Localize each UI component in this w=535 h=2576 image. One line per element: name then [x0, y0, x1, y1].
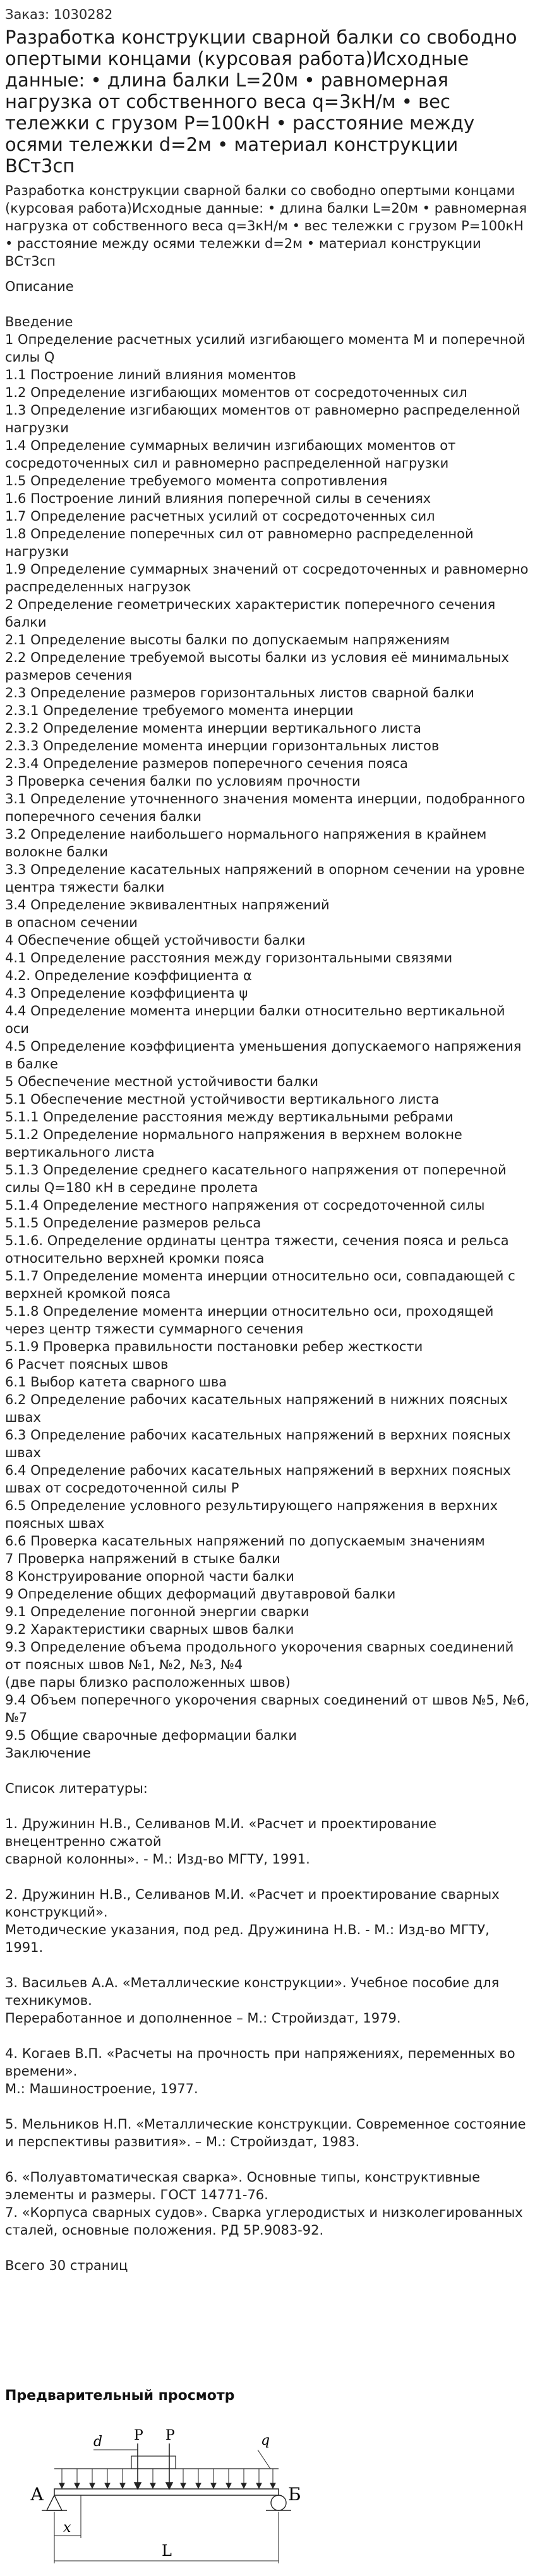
- toc-item: 5.1.4 Определение местного напряжения от сосредоточенной силы: [5, 1198, 485, 1213]
- toc-item: 4.3 Определение коэффициента ψ: [5, 986, 248, 1001]
- q-leader-line: [258, 2450, 270, 2469]
- toc-item: 2.1 Определение высоты балки по допускаемым напряжениям: [5, 632, 450, 647]
- beam-body: [54, 2489, 279, 2495]
- l-label: L: [162, 2542, 172, 2560]
- toc-item: 3.1 Определение уточненного значения момента инерции, подобранного поперечного сечения балки: [5, 791, 530, 824]
- toc-item: 6.1 Выбор катета сварного шва: [5, 1374, 227, 1390]
- toc-item: 4.2. Определение коэффициента α: [5, 968, 252, 983]
- toc-item: Заключение: [5, 1746, 91, 1761]
- spacer: [5, 2274, 530, 2375]
- pin-support-a: [47, 2495, 62, 2510]
- toc-item: 6.4 Определение рабочих касательных напряжений в верхних поясных швах от сосредоточенной силы P: [5, 1463, 515, 1496]
- toc-item: 1.7 Определение расчетных усилий от сосредоточенных сил: [5, 509, 435, 524]
- toc-item: 6.2 Определение рабочих касательных напряжений в нижних поясных швах: [5, 1392, 512, 1425]
- toc-item: 2.3.4 Определение размеров поперечного сечения пояса: [5, 756, 408, 771]
- spacer: [5, 1762, 530, 1780]
- literature-item: 4. Когаев В.П. «Расчеты на прочность при напряжениях, переменных во времени». М.: Машиностроение, 1977.: [5, 2046, 515, 2096]
- spacer: [5, 2098, 530, 2115]
- toc-item: 5.1.8 Определение момента инерции относительно оси, проходящей через центр тяжести суммарного сечения: [5, 1304, 498, 1337]
- spacer: [5, 295, 530, 313]
- toc-item: 5.1.6. Определение ординаты центра тяжести, сечения пояса и рельса относительно верхней кромки пояса: [5, 1233, 514, 1266]
- toc-item: 5.1.3 Определение среднего касательного напряжения от поперечной силы Q=180 кН в середине пролета: [5, 1162, 511, 1195]
- toc-item: 1.5 Определение требуемого момента сопротивления: [5, 473, 388, 488]
- toc-item: 2.3.2 Определение момента инерции вертикального листа: [5, 721, 421, 736]
- toc-item: 5.1.2 Определение нормального напряжения в верхнем волокне вертикального листа: [5, 1127, 467, 1160]
- toc-item: 5.1 Обеспечение местной устойчивости вертикального листа: [5, 1092, 440, 1107]
- toc-item: 5.1.7 Определение момента инерции относительно оси, совпадающей с верхней кромкой пояса: [5, 1268, 520, 1301]
- description-heading: Описание: [5, 279, 74, 294]
- force-label-p1: P: [134, 2428, 143, 2443]
- order-number: Заказ: 1030282: [5, 7, 113, 22]
- roller-support-b: [271, 2495, 286, 2510]
- literature-list: [5, 1815, 530, 2239]
- toc-item: 6 Расчет поясных швов: [5, 1357, 169, 1372]
- toc-item: 3 Проверка сечения балки по условиям прочности: [5, 774, 361, 789]
- spacer: [5, 1797, 530, 1815]
- toc-item: 2 Определение геометрических характеристик поперечного сечения балки: [5, 597, 500, 630]
- toc-item: 1.4 Определение суммарных величин изгибающих моментов от сосредоточенных сил и равномерно распределенной нагрузки: [5, 438, 460, 471]
- concentrated-forces: [135, 2443, 172, 2489]
- table-of-contents: [5, 313, 534, 1762]
- toc-item: 2.3.3 Определение момента инерции горизонтальных листов: [5, 738, 440, 753]
- toc-item: 5.1.1 Определение расстояния между вертикальными ребрами: [5, 1109, 454, 1125]
- toc-item: 8 Конструирование опорной части балки: [5, 1569, 294, 1584]
- preview-title: Предварительный просмотр: [5, 2388, 235, 2404]
- toc-item: 2.3.1 Определение требуемого момента инерции: [5, 703, 354, 718]
- toc-item: 4 Обеспечение общей устойчивости балки: [5, 933, 306, 948]
- preview-section: [5, 2387, 530, 2576]
- toc-item: 6.6 Проверка касательных напряжений по допускаемым значениям: [5, 1533, 485, 1549]
- toc-item: 1.6 Построение линий влияния поперечной силы в сечениях: [5, 491, 431, 506]
- toc-item: 9 Определение общих деформаций двутавровой балки: [5, 1586, 396, 1602]
- literature-item: 3. Васильев А.А. «Металлические конструкции». Учебное пособие для техникумов. Переработанное и дополненное – М.: Стройиздат, 1979.: [5, 1975, 500, 2026]
- x-label: x: [63, 2520, 71, 2536]
- spacer: [5, 2239, 530, 2257]
- toc-item: 3.4 Определение эквивалентных напряжений в опасном сечении: [5, 897, 330, 930]
- toc-item: 9.1 Определение погонной энергии сварки: [5, 1604, 310, 1619]
- toc-item: 9.2 Характеристики сварных швов балки: [5, 1622, 294, 1637]
- toc-item: 6.5 Определение условного результирующего напряжения в верхних поясных швах: [5, 1498, 502, 1531]
- literature-item: 1. Дружинин Н.В., Селиванов М.И. «Расчет и проектирование внецентренно сжатой сварной колонны». - М.: Изд-во МГТУ, 1991.: [5, 1816, 437, 1867]
- support-b-label: Б: [288, 2484, 301, 2505]
- d-label: d: [93, 2434, 103, 2450]
- toc-item: 5.1.5 Определение размеров рельса: [5, 1215, 261, 1231]
- toc-item: 5.1.9 Проверка правильности постановки ребер жесткости: [5, 1339, 423, 1354]
- summary-text: Разработка конструкции сварной балки со свободно опертыми концами (курсовая работа)Исходные данные: • длина балки L=20м • равномерная нагрузка от собственного веса q=3кН/м • вес тележки с грузом P=100кН • расстояние между осями тележки d=2м • материал конструкции ВСт3сп: [5, 183, 527, 269]
- toc-item: 4.5 Определение коэффициента уменьшения допускаемого напряжения в балке: [5, 1039, 526, 1072]
- toc-item: 9.3 Определение объема продольного укорочения сварных соединений от поясных швов №1, №2, №3, №4 (две пары близко расположенных швов): [5, 1640, 514, 1690]
- page-title: Разработка конструкции сварной балки со свободно опертыми концами (курсовая работа)Исходные данные: • длина балки L=20м • равномерная нагрузка от собственного веса q=3кН/м • вес тележки с грузом P=100кН • расстояние между осями тележки d=2м • материал конструкции ВСт3сп: [5, 27, 517, 177]
- toc-item: 2.2 Определение требуемой высоты балки из условия её минимальных размеров сечения: [5, 650, 514, 683]
- spacer: [5, 2027, 530, 2045]
- spacer: [5, 2151, 530, 2168]
- toc-item: 1.2 Определение изгибающих моментов от сосредоточенных сил: [5, 385, 467, 400]
- spacer: [5, 1868, 530, 1886]
- force-label-p2: P: [165, 2428, 175, 2443]
- literature-item: 2. Дружинин Н.В., Селиванов М.И. «Расчет и проектирование сварных конструкций». Методические указания, под ред. Дружинина Н.В. - М.: Изд-во МГТУ, 1991.: [5, 1887, 500, 1955]
- toc-item: Введение: [5, 314, 73, 329]
- toc-item: 1.8 Определение поперечных сил от равномерно распределенной нагрузки: [5, 526, 478, 559]
- literature-heading: Список литературы:: [5, 1781, 148, 1796]
- beam-diagram: [5, 2412, 301, 2576]
- toc-item: 5 Обеспечение местной устойчивости балки: [5, 1074, 319, 1089]
- toc-item: 3.3 Определение касательных напряжений в опорном сечении на уровне центра тяжести балки: [5, 862, 529, 895]
- toc-item: 1 Определение расчетных усилий изгибающего момента М и поперечной силы Q: [5, 332, 530, 365]
- toc-item: 6.3 Определение рабочих касательных напряжений в верхних поясных швах: [5, 1427, 515, 1460]
- toc-item: 2.3 Определение размеров горизонтальных листов сварной балки: [5, 685, 474, 700]
- toc-item: 9.5 Общие сварочные деформации балки: [5, 1728, 297, 1743]
- toc-item: 1.3 Определение изгибающих моментов от равномерно распределенной нагрузки: [5, 403, 525, 435]
- q-label: q: [261, 2433, 270, 2449]
- support-a-label: А: [30, 2484, 44, 2505]
- toc-item: 4.1 Определение расстояния между горизонтальными связями: [5, 950, 453, 966]
- literature-item: 5. Мельников Н.П. «Металлические конструкции. Современное состояние и перспективы развития». – М.: Стройиздат, 1983.: [5, 2117, 531, 2149]
- toc-item: 9.4 Объем поперечного укорочения сварных соединений от швов №5, №6, №7: [5, 1693, 534, 1725]
- toc-item: 7 Проверка напряжений в стыке балки: [5, 1551, 280, 1566]
- toc-item: 3.2 Определение наибольшего нормального напряжения в крайнем волокне балки: [5, 827, 491, 860]
- toc-item: 4.4 Определение момента инерции балки относительно вертикальной оси: [5, 1003, 510, 1036]
- toc-item: 1.1 Построение линий влияния моментов: [5, 367, 296, 382]
- total-pages: Всего 30 страниц: [5, 2258, 128, 2273]
- toc-item: 1.9 Определение суммарных значений от сосредоточенных и равномерно распределенных нагрузок: [5, 562, 533, 594]
- spacer: [5, 1956, 530, 1974]
- literature-item: 6. «Полуавтоматическая сварка». Основные типы, конструктивные элементы и размеры. ГОСТ 14771-76. 7. «Корпуса сварных судов». Сварка углеродистых и низколегированных сталей, основные положения. РД 5Р.9083-92.: [5, 2170, 523, 2238]
